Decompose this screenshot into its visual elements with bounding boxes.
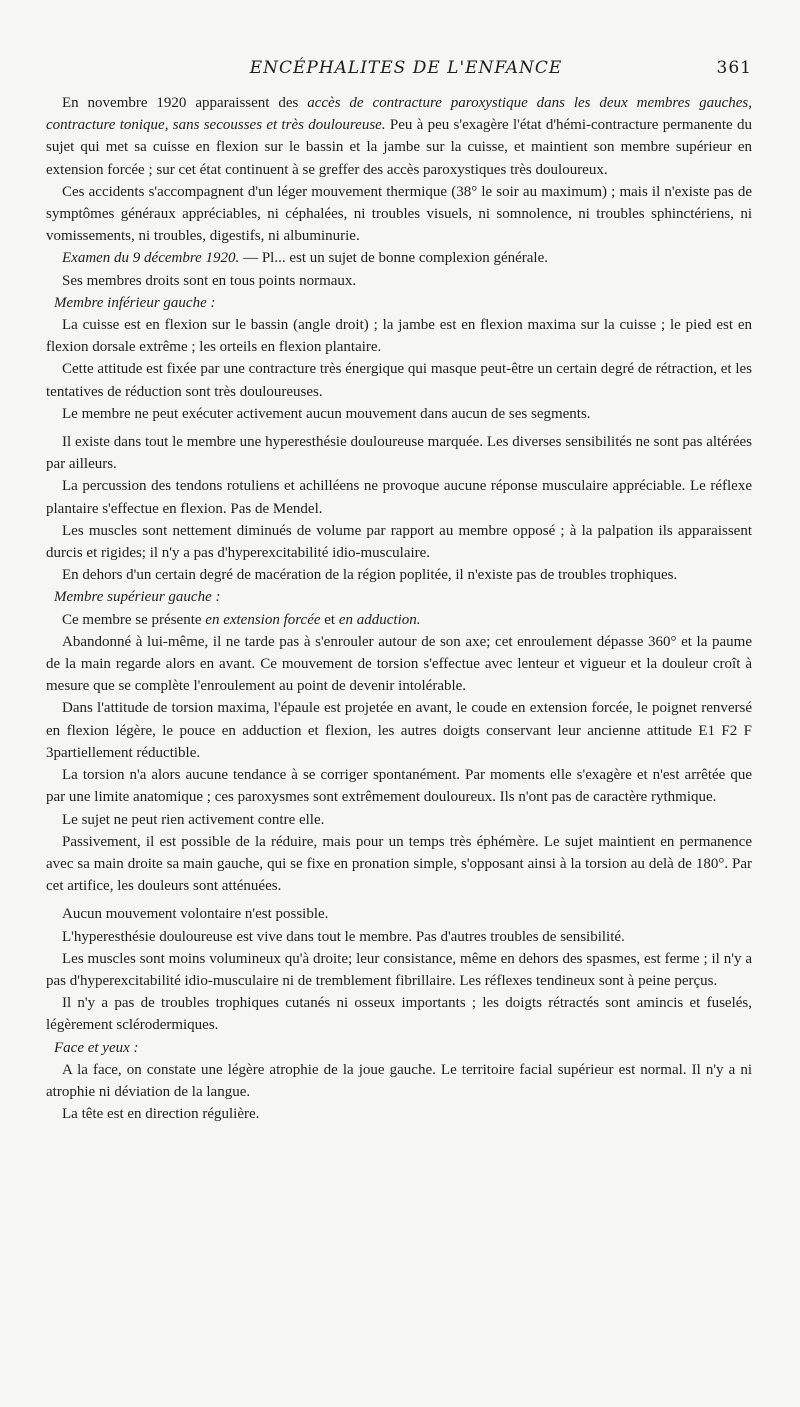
paragraph: Ce membre se présente en extension forcée et en adduction. [62,611,421,628]
paragraph: La torsion n'a alors aucune tendance à se corriger spontanément. Par moments elle s'exagère et n'est arrêtée que par une limite anatomique ; ces paroxysmes sont extrêmement douloureux. Ils n'ont pas de caractère rythmique. [46,767,752,806]
paragraph: Le sujet ne peut rien activement contre elle. [62,811,325,828]
section-heading: Face et yeux : [54,1039,139,1056]
paragraph: En dehors d'un certain degré de macération de la région poplitée, il n'existe pas de troubles trophiques. [62,567,678,584]
paragraph: La percussion des tendons rotuliens et achilléens ne provoque aucune réponse musculaire appréciable. Le réflexe plantaire s'effectue en flexion. Pas de Mendel. [46,478,752,517]
paragraph: Examen du 9 décembre 1920. — Pl... est un sujet de bonne complexion générale. [62,250,548,267]
paragraph: Ces accidents s'accompagnent d'un léger mouvement thermique (38° le soir au maximum) ; mais il n'existe pas de symptômes généraux appréciables, ni céphalées, ni troubles visuels, ni somnolence, ni troubles sphinctériens, ni vomissements, ni troubles, digestifs, ni albuminurie. [46,183,752,245]
paragraph: En novembre 1920 apparaissent des accès de contracture paroxystique dans les deux membres gauches, contracture tonique, sans secousses et très douloureuse. Peu à peu s'exagère l'état d'hémi-contracture permanente du sujet qui met sa cuisse en flexion sur le bassin et la jambe sur la cuisse, et maintient son membre supérieur en extension forcée ; sur cet état continuent à se greffer des accès paroxystiques très douloureux. [46,95,752,178]
paragraph: Passivement, il est possible de la réduire, mais pour un temps très éphémère. Le sujet maintient en permanence avec sa main droite sa main gauche, qui se fixe en pronation simple, s'opposant ainsi à la torsion au delà de 180°. Par cet artifice, les douleurs sont atténuées. [46,833,752,895]
section-heading: Membre supérieur gauche : [54,589,221,606]
paragraph: La tête est en direction régulière. [62,1106,260,1123]
paragraph: Il existe dans tout le membre une hyperesthésie douloureuse marquée. Les diverses sensibilités ne sont pas altérées par ailleurs. [46,434,752,473]
paragraph: Dans l'attitude de torsion maxima, l'épaule est projetée en avant, le coude en extension forcée, le poignet renversé en flexion légère, le pouce en adduction et flexion, les autres doigts conservant leur ancienne attitude E1 F2 F 3partiellement réductible. [46,700,752,761]
paragraph: Le membre ne peut exécuter activement aucun mouvement dans aucun de ses segments. [62,405,591,422]
paragraph: L'hyperesthésie douloureuse est vive dans tout le membre. Pas d'autres troubles de sensibilité. [62,928,625,945]
body-text [46,92,752,1125]
paragraph: Ses membres droits sont en tous points normaux. [62,272,357,289]
paragraph: Les muscles sont nettement diminués de volume par rapport au membre opposé ; à la palpation ils apparaissent durcis et rigides; il n'y a pas d'hyperexcitabilité idio-musculaire. [46,522,752,562]
paragraph: Aucun mouvement volontaire n'est possible. [62,906,329,923]
paragraph: Il n'y a pas de troubles trophiques cutanés ni osseux importants ; les doigts rétractés sont amincis et fuselés, légèrement sclérodermiques. [46,995,752,1034]
page-number: 361 [716,58,752,78]
section-heading: Membre inférieur gauche : [54,294,216,311]
paragraph: Abandonné à lui-même, il ne tarde pas à s'enrouler autour de son axe; cet enroulement dépasse 360° et la paume de la main regarde alors en avant. Ce mouvement de torsion s'effectue avec lenteur et vigueur et la douleur croît à mesure que se complète l'enroulement au point de devenir intolérable. [46,633,752,695]
paragraph: A la face, on constate une légère atrophie de la joue gauche. Le territoire facial supérieur est normal. Il n'y a ni atrophie ni déviation de la langue. [46,1061,752,1100]
paragraph: Les muscles sont moins volumineux qu'à droite; leur consistance, même en dehors des spasmes, est ferme ; il n'y a pas d'hyperexcitabilité idio-musculaire ni de tremblement fibrillaire. Les réflexes tendineux sont à peine perçus. [46,950,752,989]
paragraph: Cette attitude est fixée par une contracture très énergique qui masque peut-être un certain degré de rétraction, et les tentatives de réduction sont très douloureuses. [46,361,752,400]
running-title: ENCÉPHALITES DE L'ENFANCE [249,58,563,78]
page-header [60,58,752,82]
paragraph: La cuisse est en flexion sur le bassin (angle droit) ; la jambe est en flexion maxima sur la cuisse ; le pied est en flexion dorsale extrême ; les orteils en flexion plantaire. [46,317,752,356]
